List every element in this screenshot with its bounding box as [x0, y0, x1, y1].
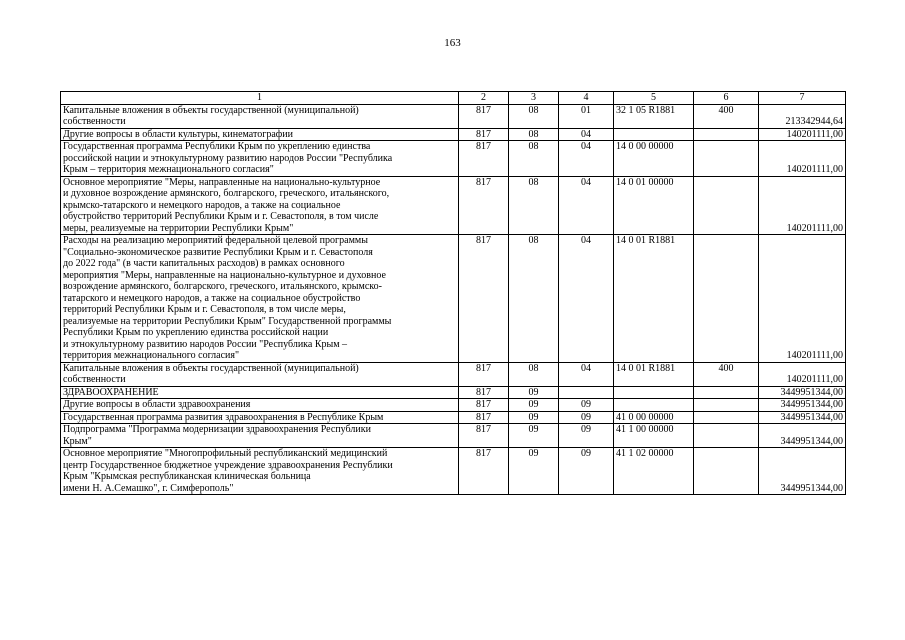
row-target-article [614, 128, 694, 141]
row-subsection: 01 [559, 104, 614, 128]
row-amount: 140201111,00 [759, 128, 846, 141]
row-expense-type [694, 176, 759, 235]
row-target-article: 14 0 01 R1881 [614, 362, 694, 386]
row-subsection [559, 386, 614, 399]
row-admin-code: 817 [459, 362, 509, 386]
table-row [61, 362, 846, 386]
row-admin-code: 817 [459, 448, 509, 495]
table-header-row [61, 92, 846, 105]
header-col-6: 6 [694, 92, 759, 105]
row-subsection: 09 [559, 399, 614, 412]
row-name: ЗДРАВООХРАНЕНИЕ [61, 386, 459, 399]
row-target-article: 41 1 02 00000 [614, 448, 694, 495]
table-row [61, 128, 846, 141]
row-expense-type [694, 235, 759, 363]
row-section: 08 [509, 176, 559, 235]
row-amount: 140201111,00 [759, 141, 846, 177]
row-target-article: 41 1 00 00000 [614, 424, 694, 448]
row-name: Другие вопросы в области здравоохранения [61, 399, 459, 412]
row-admin-code: 817 [459, 386, 509, 399]
row-target-article: 14 0 00 00000 [614, 141, 694, 177]
row-admin-code: 817 [459, 424, 509, 448]
table-row [61, 141, 846, 177]
row-amount: 140201111,00 [759, 176, 846, 235]
row-subsection: 04 [559, 362, 614, 386]
row-subsection: 09 [559, 448, 614, 495]
row-target-article [614, 386, 694, 399]
header-col-7: 7 [759, 92, 846, 105]
row-amount: 3449951344,00 [759, 448, 846, 495]
row-target-article [614, 399, 694, 412]
row-target-article: 14 0 01 R1881 [614, 235, 694, 363]
row-admin-code: 817 [459, 141, 509, 177]
row-target-article: 32 1 05 R1881 [614, 104, 694, 128]
row-name: Капитальные вложения в объекты государственной (муниципальной) собственности [61, 104, 459, 128]
row-expense-type [694, 399, 759, 412]
row-expense-type [694, 448, 759, 495]
table-row [61, 386, 846, 399]
header-col-3: 3 [509, 92, 559, 105]
row-section: 09 [509, 448, 559, 495]
header-col-5: 5 [614, 92, 694, 105]
row-admin-code: 817 [459, 235, 509, 363]
row-subsection: 04 [559, 141, 614, 177]
row-target-article: 41 0 00 00000 [614, 411, 694, 424]
row-section: 08 [509, 128, 559, 141]
table-row [61, 104, 846, 128]
row-admin-code: 817 [459, 104, 509, 128]
row-amount: 3449951344,00 [759, 399, 846, 412]
row-name: Государственная программа развития здравоохранения в Республике Крым [61, 411, 459, 424]
row-target-article: 14 0 01 00000 [614, 176, 694, 235]
row-subsection: 09 [559, 411, 614, 424]
row-name: Капитальные вложения в объекты государственной (муниципальной) собственности [61, 362, 459, 386]
row-subsection: 04 [559, 235, 614, 363]
row-subsection: 09 [559, 424, 614, 448]
row-expense-type: 400 [694, 362, 759, 386]
row-section: 09 [509, 399, 559, 412]
row-section: 08 [509, 104, 559, 128]
row-section: 08 [509, 235, 559, 363]
header-col-1: 1 [61, 92, 459, 105]
row-subsection: 04 [559, 128, 614, 141]
page-number: 163 [444, 37, 461, 49]
table-row [61, 399, 846, 412]
row-amount: 140201111,00 [759, 235, 846, 363]
table-row [61, 424, 846, 448]
header-col-4: 4 [559, 92, 614, 105]
row-expense-type [694, 141, 759, 177]
table-row [61, 411, 846, 424]
row-amount: 3449951344,00 [759, 411, 846, 424]
row-admin-code: 817 [459, 128, 509, 141]
row-expense-type: 400 [694, 104, 759, 128]
row-section: 09 [509, 411, 559, 424]
header-col-2: 2 [459, 92, 509, 105]
row-amount: 3449951344,00 [759, 386, 846, 399]
row-section: 09 [509, 424, 559, 448]
row-name: Подпрограмма "Программа модернизации здравоохранения Республики Крым" [61, 424, 459, 448]
row-name: Основное мероприятие "Меры, направленные на национально-культурное и духовное возрождение армянского, болгарского, греческого, итальянского, крымско-татарского и немецкого народов, а также на социальное обустройство территорий Республики Крым и г. Севастополя, в том числе меры, реализуемые на территории Республики Крым" [61, 176, 459, 235]
row-section: 09 [509, 386, 559, 399]
row-section: 08 [509, 362, 559, 386]
row-expense-type [694, 411, 759, 424]
row-expense-type [694, 128, 759, 141]
row-expense-type [694, 386, 759, 399]
row-admin-code: 817 [459, 176, 509, 235]
row-expense-type [694, 424, 759, 448]
row-name: Основное мероприятие "Многопрофильный республиканский медицинский центр Государственное бюджетное учреждение здравоохранения Республики Крым "Крымская республиканская клиническая больница имени Н. А.Семашко", г. Симферополь" [61, 448, 459, 495]
row-amount: 3449951344,00 [759, 424, 846, 448]
row-amount: 140201111,00 [759, 362, 846, 386]
budget-table [60, 91, 846, 495]
table-row [61, 235, 846, 363]
table-row [61, 176, 846, 235]
table-row [61, 448, 846, 495]
row-name: Другие вопросы в области культуры, кинематографии [61, 128, 459, 141]
row-section: 08 [509, 141, 559, 177]
row-subsection: 04 [559, 176, 614, 235]
row-name: Расходы на реализацию мероприятий федеральной целевой программы "Социально-экономическое развитие Республики Крым и г. Севастополя до 2022 года" (в части капитальных расходов) в рамках основного мероприятия "Меры, направленные на национально-культурное и духовное возрождение армянского, болгарского, греческого, итальянского, крымско- татарского и немецкого народов, а также на социальное обустройство территорий Республики Крым и г. Севастополя, в том числе меры, реализуемые на территории Республики Крым" Государственной программы Республики Крым по укреплению единства российской нации и этнокультурному развитию народов России "Республика Крым – территория межнационального согласия" [61, 235, 459, 363]
row-admin-code: 817 [459, 411, 509, 424]
row-name: Государственная программа Республики Крым по укреплению единства российской нации и этнокультурному развитию народов России "Республика Крым – территория межнационального согласия" [61, 141, 459, 177]
row-amount: 213342944,64 [759, 104, 846, 128]
row-admin-code: 817 [459, 399, 509, 412]
